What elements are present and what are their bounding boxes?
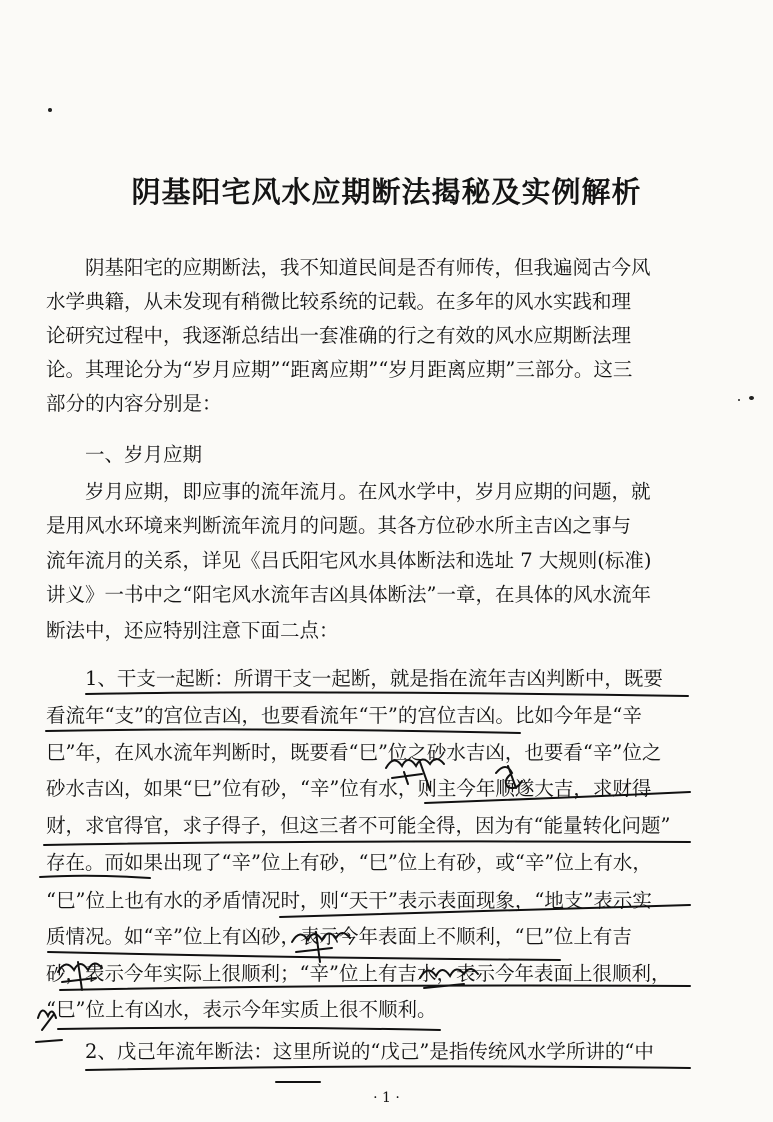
body-line: 阴基阳宅的应期断法，我不知道民间是否有师传，但我遍阅古今风: [85, 256, 651, 279]
body-line: 断法中，还应特别注意下面二点：: [46, 619, 339, 642]
body-line: 巳”年，在风水流年判断时，既要看“巳”位之砂水吉凶，也要看“辛”位之: [46, 741, 662, 764]
body-line: 2、戊己年流年断法：这里所说的“戊己”是指传统风水学所讲的“中: [85, 1040, 654, 1063]
underline-stroke: [36, 1040, 62, 1042]
page-title: 阴基阳宅风水应期断法揭秘及实例解析: [131, 175, 642, 209]
body-line: “巳”位上也有水的矛盾情况时，则“天干”表示表面现象，“地支”表示实: [46, 889, 652, 912]
body-line: “巳”位上有凶水，表示今年实质上很不顺利。: [46, 998, 437, 1021]
body-line: 看流年“支”的宫位吉凶，也要看流年“干”的宫位吉凶。比如今年是“辛: [46, 704, 642, 727]
ink-speck: [749, 396, 754, 400]
section-heading: 一、岁月应期: [85, 443, 203, 466]
body-line: 质情况。如“辛”位上有凶砂，表示今年表面上不顺利，“巳”位上有吉: [46, 925, 632, 948]
body-line: 论研究过程中，我逐渐总结出一套准确的行之有效的风水应期断法理: [46, 324, 632, 347]
body-line: 流年流月的关系，详见《吕氏阳宅风水具体断法和选址 7 大规则(标准): [46, 549, 652, 572]
body-line: 水学典籍，从未发现有稍微比较系统的记载。在多年的风水实践和理: [46, 290, 632, 313]
body-line: 讲义》一书中之“阳宅风水流年吉凶具体断法”一章，在具体的风水流年: [46, 583, 651, 606]
page-number: · 1 ·: [373, 1090, 400, 1106]
body-line: 财，求官得官，求子得子，但这三者不可能全得，因为有“能量转化问题”: [46, 814, 671, 837]
body-line: 是用风水环境来判断流年流月的问题。其各方位砂水所主吉凶之事与: [46, 514, 632, 537]
body-line: 1、干支一起断：所谓干支一起断，就是指在流年吉凶判断中，既要: [85, 667, 663, 690]
body-line: 存在。而如果出现了“辛”位上有砂，“巳”位上有砂，或“辛”位上有水，: [46, 851, 652, 874]
body-line: 砂，表示今年实际上很顺利；“辛”位上有吉水，表示今年表面上很顺利，: [46, 962, 671, 985]
underline-stroke: [44, 841, 690, 845]
body-line: 部分的内容分别是：: [46, 392, 222, 415]
body-line: 砂水吉凶，如果“巳”位有砂，“辛”位有水，则主今年顺遂大吉，求财得: [46, 777, 652, 800]
underline-stroke: [58, 1028, 440, 1030]
ink-speck: [738, 399, 740, 401]
body-line: 论。其理论分为“岁月应期”“距离应期”“岁月距离应期”三部分。这三: [46, 358, 633, 381]
ink-speck: [48, 108, 52, 112]
body-line: 岁月应期，即应事的流年流月。在风水学中，岁月应期的问题，就: [85, 480, 651, 503]
